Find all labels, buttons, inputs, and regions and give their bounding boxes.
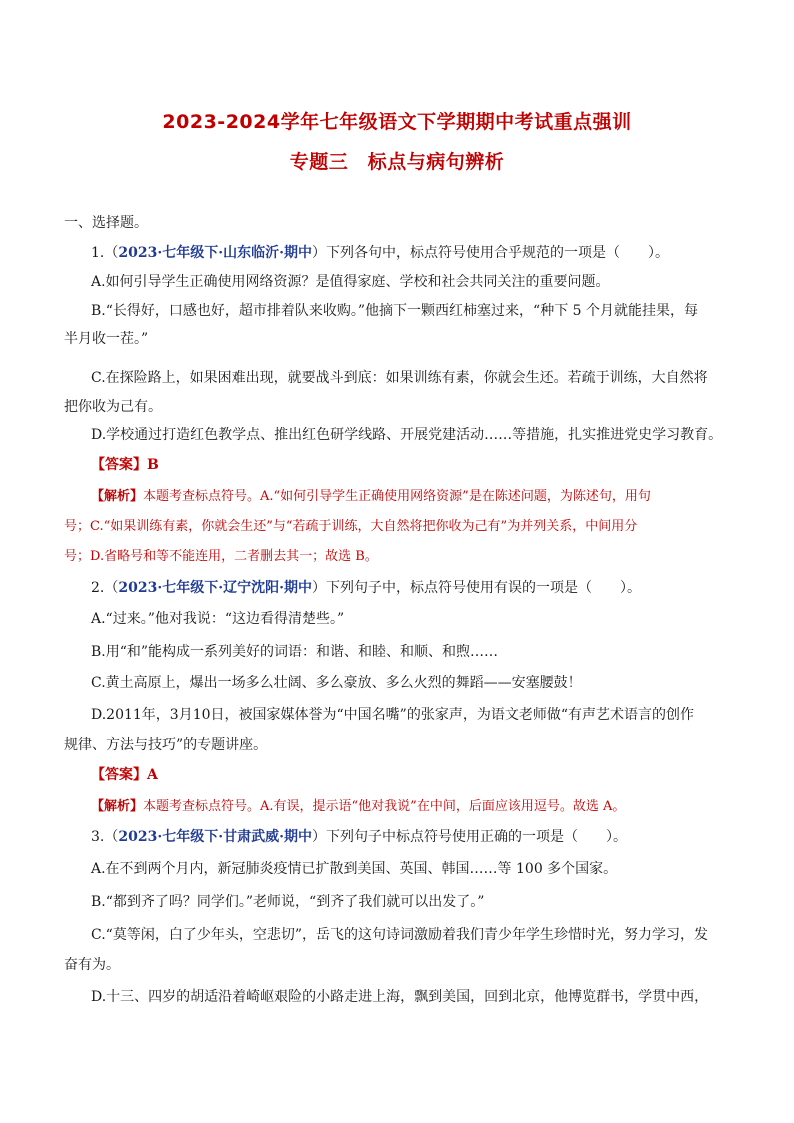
question-number: 3.（ [91,829,119,845]
question-text: ）下列句子中标点符号使用正确的一项是（ ）。 [311,829,627,845]
option-c: C.“莫等闲，白了少年头，空悲切”，岳飞的这句诗词激励着我们青少年学生珍惜时光，努力学习，发 [91,927,708,943]
question-2-stem [91,579,641,597]
analysis-label: 【解析】 [91,799,144,814]
question-3-stem [91,828,627,846]
option-c-continued: 把你收为己有。 [64,399,162,415]
answer-label: 【答案】 [91,457,147,473]
analysis-text: 本题考查标点符号。A.“如何引导学生正确使用网络资源”是在陈述问题，为陈述句，用句 [143,489,651,504]
option-d: D.2011年，3月10日，被国家媒体誉为“中国名嘴”的张家声，为语文老师做“有声艺术语言的创作 [91,707,694,723]
answer-line [91,766,158,784]
option-b: B.“都到齐了吗？同学们。”老师说，“到齐了我们就可以出发了。” [91,894,485,910]
question-source: 2023·七年级下·山东临沂·期中 [118,245,312,261]
option-d: D.十三、四岁的胡适沿着崎岖艰险的小路走进上海，飘到美国，回到北京，他博览群书，学贯中西， [91,989,709,1005]
analysis-continued: 号；C.“如果训练有素，你就会生还”与“若疏于训练，大自然将把你收为己有”为并列关系，中间用分 [64,519,638,534]
option-c: C.黄土高原上，爆出一场多么壮阔、多么豪放、多么火烈的舞蹈——安塞腰鼓！ [91,675,582,691]
option-b: B.用“和”能构成一系列美好的词语：和谐、和睦、和顺、和煦…… [91,644,499,660]
analysis-line [91,488,651,506]
option-c: C.在探险路上，如果困难出现，就要战斗到底：如果训练有素，你就会生还。若疏于训练，大自然将 [91,370,708,386]
question-text: ）下列各句中，标点符号使用合乎规范的一项是（ ）。 [311,245,669,261]
answer-value: A [147,767,158,783]
answer-value: B [147,457,159,473]
question-text: ）下列句子中，标点符号使用有误的一项是（ ）。 [311,580,641,596]
option-a: A.“过来。”他对我说：“这边看得清楚些。” [91,611,345,627]
option-d-continued: 规律、方法与技巧”的专题讲座。 [64,737,268,753]
question-number: 2.（ [91,580,119,596]
page-title: 2023-2024学年七年级语文下学期期中考试重点强训 [162,111,632,133]
analysis-text: 本题考查标点符号。A.有误，提示语“他对我说”在中间，后面应该用逗号。故选 A。 [143,799,626,814]
option-a: A.如何引导学生正确使用网络资源？是值得家庭、学校和社会共同关注的重要问题。 [91,274,610,290]
question-1-stem [91,244,669,262]
option-d: D.学校通过打造红色教学点、推出红色研学线路、开展党建活动……等措施，扎实推进党史学习教育。 [91,427,723,443]
option-c-continued: 奋有为。 [64,957,120,973]
page-subtitle: 专题三 标点与病句辨析 [289,151,505,173]
section-heading: 一、选择题。 [64,215,148,231]
analysis-continued: 号；D.省略号和等不能连用，二者删去其一；故选 B。 [64,549,378,564]
answer-line [91,456,159,474]
analysis-line [91,798,625,816]
option-b: B.“长得好，口感也好，超市排着队来收购。”他摘下一颗西红柿塞过来，“种下 5 个月就能挂果，每 [91,303,699,319]
option-b-continued: 半月收一茬。” [64,331,149,347]
question-source: 2023·七年级下·辽宁沈阳·期中 [118,580,312,596]
question-source: 2023·七年级下·甘肃武威·期中 [118,829,312,845]
answer-label: 【答案】 [91,767,147,783]
analysis-label: 【解析】 [91,489,144,504]
option-a: A.在不到两个月内，新冠肺炎疫情已扩散到美国、英国、韩国……等 100 多个国家。 [91,861,618,877]
question-number: 1.（ [91,245,119,261]
